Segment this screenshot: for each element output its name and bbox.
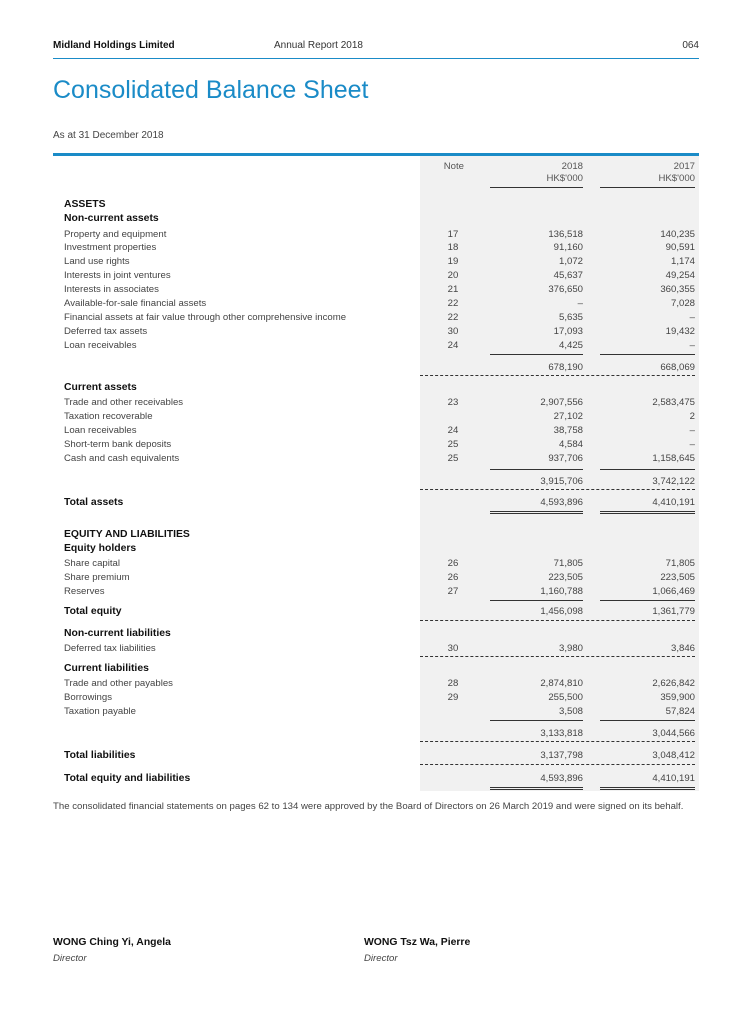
- table-row: [0, 325, 754, 339]
- row-label: Total equity: [64, 606, 122, 617]
- value-2018: 4,425: [558, 340, 583, 351]
- table-row: [0, 410, 754, 424]
- table-row: [0, 311, 754, 325]
- row-note: 26: [447, 572, 459, 583]
- row-label: Property and equipment: [64, 229, 167, 240]
- row-label: Reserves: [64, 586, 105, 597]
- value-2018: 937,706: [548, 453, 583, 464]
- row-label: Taxation payable: [64, 706, 137, 717]
- row-label: Interests in associates: [64, 284, 159, 295]
- value-2017: 19,432: [665, 326, 695, 337]
- value-2018: 1,072: [558, 256, 583, 267]
- table-row: [0, 475, 754, 489]
- rule: [600, 789, 695, 790]
- rule: [420, 764, 695, 765]
- value-2017: 49,254: [665, 270, 695, 281]
- row-note: 24: [447, 425, 459, 436]
- table-row: [0, 571, 754, 585]
- rule: [490, 789, 583, 790]
- table-row: [0, 691, 754, 705]
- value-2018: 45,637: [553, 270, 583, 281]
- table-row: [0, 627, 754, 641]
- signatory-2-name: WONG Tsz Wa, Pierre: [364, 937, 471, 948]
- value-2018: 678,190: [548, 362, 583, 373]
- value-2017: 3,742,122: [652, 476, 695, 487]
- rule: [420, 620, 695, 621]
- row-label: Total liabilities: [64, 750, 136, 761]
- row-label: Equity holders: [64, 543, 137, 554]
- rule: [490, 513, 583, 514]
- table-row: [0, 772, 754, 786]
- value-2017: 668,069: [660, 362, 695, 373]
- row-label: Financial assets at fair value through other comprehensive income: [64, 312, 347, 323]
- rule: [600, 600, 695, 601]
- row-label: Investment properties: [64, 242, 157, 253]
- table-row: [0, 438, 754, 452]
- row-label: Short-term bank deposits: [64, 439, 172, 450]
- row-label: Deferred tax liabilities: [64, 643, 156, 654]
- value-2017: 3,048,412: [652, 750, 695, 761]
- header-rule: [490, 187, 583, 188]
- table-row: [0, 528, 754, 542]
- value-2018: 4,593,896: [540, 773, 583, 784]
- value-2018: 5,635: [558, 312, 583, 323]
- table-row: [0, 542, 754, 556]
- table-row: [0, 228, 754, 242]
- row-note: 22: [447, 298, 459, 309]
- row-label: Taxation recoverable: [64, 411, 153, 422]
- row-note: 27: [447, 586, 459, 597]
- value-2018: 1,456,098: [540, 606, 583, 617]
- row-note: 25: [447, 453, 459, 464]
- value-2017: 1,066,469: [652, 586, 695, 597]
- value-2017: 3,044,566: [652, 728, 695, 739]
- value-2017: 4,410,191: [652, 773, 695, 784]
- report-name: Annual Report 2018: [274, 40, 363, 51]
- page-header: [53, 38, 699, 59]
- rule: [490, 469, 583, 470]
- row-label: Share premium: [64, 572, 130, 583]
- value-2017: 2,626,842: [652, 678, 695, 689]
- value-2017: –: [689, 340, 695, 351]
- rule: [490, 787, 583, 788]
- row-label: Cash and cash equivalents: [64, 453, 180, 464]
- signatory-1-name: WONG Ching Yi, Angela: [53, 937, 171, 948]
- rule: [600, 469, 695, 470]
- table-row: [0, 269, 754, 283]
- value-2017: 71,805: [665, 558, 695, 569]
- table-row: [0, 705, 754, 719]
- approval-footnote: The consolidated financial statements on pages 62 to 134 were approved by the Board of Directors on 26 March 2019 and were signed on its behalf.: [53, 801, 684, 812]
- value-2018: 1,160,788: [540, 586, 583, 597]
- rule: [600, 787, 695, 788]
- rule: [600, 354, 695, 355]
- row-label: ASSETS: [64, 199, 106, 210]
- row-label: Non-current liabilities: [64, 628, 171, 639]
- value-2017: 359,900: [660, 692, 695, 703]
- row-note: 22: [447, 312, 459, 323]
- year-2017-header: 2017: [673, 161, 695, 172]
- signatory-2-role: Director: [364, 953, 398, 964]
- row-label: Non-current assets: [64, 213, 159, 224]
- value-2017: –: [689, 425, 695, 436]
- row-note: 28: [447, 678, 459, 689]
- row-note: 18: [447, 242, 459, 253]
- value-2018: 27,102: [553, 411, 583, 422]
- value-2018: 3,508: [558, 706, 583, 717]
- table-row: [0, 198, 754, 212]
- row-note: 24: [447, 340, 459, 351]
- value-2017: 223,505: [660, 572, 695, 583]
- table-row: [0, 662, 754, 676]
- table-row: [0, 283, 754, 297]
- table-row: [0, 727, 754, 741]
- value-2018: 2,874,810: [540, 678, 583, 689]
- rule: [420, 656, 695, 657]
- value-2017: 7,028: [670, 298, 695, 309]
- row-note: 21: [447, 284, 459, 295]
- rule: [600, 511, 695, 512]
- value-2018: 17,093: [553, 326, 583, 337]
- table-row: [0, 361, 754, 375]
- table-row: [0, 424, 754, 438]
- rule: [420, 489, 695, 490]
- rule: [600, 513, 695, 514]
- header-rule: [600, 187, 695, 188]
- table-row: [0, 585, 754, 599]
- page-number: 064: [682, 40, 699, 51]
- value-2018: 3,915,706: [540, 476, 583, 487]
- row-label: Current assets: [64, 382, 137, 393]
- value-2017: 90,591: [665, 242, 695, 253]
- value-2018: 91,160: [553, 242, 583, 253]
- rule: [490, 511, 583, 512]
- row-note: 29: [447, 692, 459, 703]
- table-row: [0, 241, 754, 255]
- value-2018: 3,137,798: [540, 750, 583, 761]
- year-2018-header: 2018: [561, 161, 583, 172]
- table-row: [0, 642, 754, 656]
- row-label: Available-for-sale financial assets: [64, 298, 207, 309]
- page-title: Consolidated Balance Sheet: [53, 76, 369, 104]
- table-row: [0, 677, 754, 691]
- table-row: [0, 396, 754, 410]
- row-label: Current liabilities: [64, 663, 149, 674]
- value-2018: 71,805: [553, 558, 583, 569]
- value-2018: 38,758: [553, 425, 583, 436]
- row-label: Loan receivables: [64, 340, 137, 351]
- row-label: Interests in joint ventures: [64, 270, 171, 281]
- value-2017: –: [689, 312, 695, 323]
- value-2017: 2,583,475: [652, 397, 695, 408]
- row-label: Total equity and liabilities: [64, 773, 191, 784]
- value-2018: 3,133,818: [540, 728, 583, 739]
- value-2018: 4,593,896: [540, 497, 583, 508]
- value-2018: 4,584: [558, 439, 583, 450]
- table-row: [0, 255, 754, 269]
- value-2017: 1,174: [670, 256, 695, 267]
- value-2017: 4,410,191: [652, 497, 695, 508]
- rule: [490, 354, 583, 355]
- value-2017: 1,361,779: [652, 606, 695, 617]
- value-2018: 2,907,556: [540, 397, 583, 408]
- table-row: [0, 212, 754, 226]
- row-note: 17: [447, 229, 459, 240]
- rule: [420, 375, 695, 376]
- table-row: [0, 339, 754, 353]
- row-note: 30: [447, 643, 459, 654]
- table-row: [0, 452, 754, 466]
- value-2018: 376,650: [548, 284, 583, 295]
- table-row: [0, 496, 754, 510]
- row-note: 23: [447, 397, 459, 408]
- company-name: Midland Holdings Limited: [53, 40, 175, 51]
- row-label: Deferred tax assets: [64, 326, 148, 337]
- row-note: 30: [447, 326, 459, 337]
- table-row: [0, 605, 754, 619]
- value-2018: 3,980: [558, 643, 583, 654]
- table-row: [0, 749, 754, 763]
- page-subtitle: As at 31 December 2018: [53, 130, 164, 141]
- unit-2018-header: HK$'000: [546, 173, 583, 184]
- rule: [600, 720, 695, 721]
- row-label: Land use rights: [64, 256, 130, 267]
- row-note: 26: [447, 558, 459, 569]
- value-2017: –: [689, 439, 695, 450]
- value-2017: 57,824: [665, 706, 695, 717]
- row-note: 25: [447, 439, 459, 450]
- row-note: 19: [447, 256, 459, 267]
- value-2017: 2: [689, 411, 695, 422]
- unit-2017-header: HK$'000: [658, 173, 695, 184]
- row-label: Loan receivables: [64, 425, 137, 436]
- value-2018: 223,505: [548, 572, 583, 583]
- value-2017: 3,846: [670, 643, 695, 654]
- value-2017: 140,235: [660, 229, 695, 240]
- value-2018: –: [577, 298, 583, 309]
- row-note: 20: [447, 270, 459, 281]
- rule: [490, 600, 583, 601]
- table-row: [0, 297, 754, 311]
- value-2017: 1,158,645: [652, 453, 695, 464]
- row-label: EQUITY AND LIABILITIES: [64, 529, 190, 540]
- row-label: Borrowings: [64, 692, 112, 703]
- rule: [420, 741, 695, 742]
- row-label: Share capital: [64, 558, 120, 569]
- table-row: [0, 381, 754, 395]
- table-row: [0, 557, 754, 571]
- value-2018: 255,500: [548, 692, 583, 703]
- note-column-header: Note: [443, 161, 464, 172]
- signatory-1-role: Director: [53, 953, 87, 964]
- row-label: Trade and other receivables: [64, 397, 184, 408]
- rule: [490, 720, 583, 721]
- row-label: Trade and other payables: [64, 678, 173, 689]
- value-2017: 360,355: [660, 284, 695, 295]
- value-2018: 136,518: [548, 229, 583, 240]
- row-label: Total assets: [64, 497, 124, 508]
